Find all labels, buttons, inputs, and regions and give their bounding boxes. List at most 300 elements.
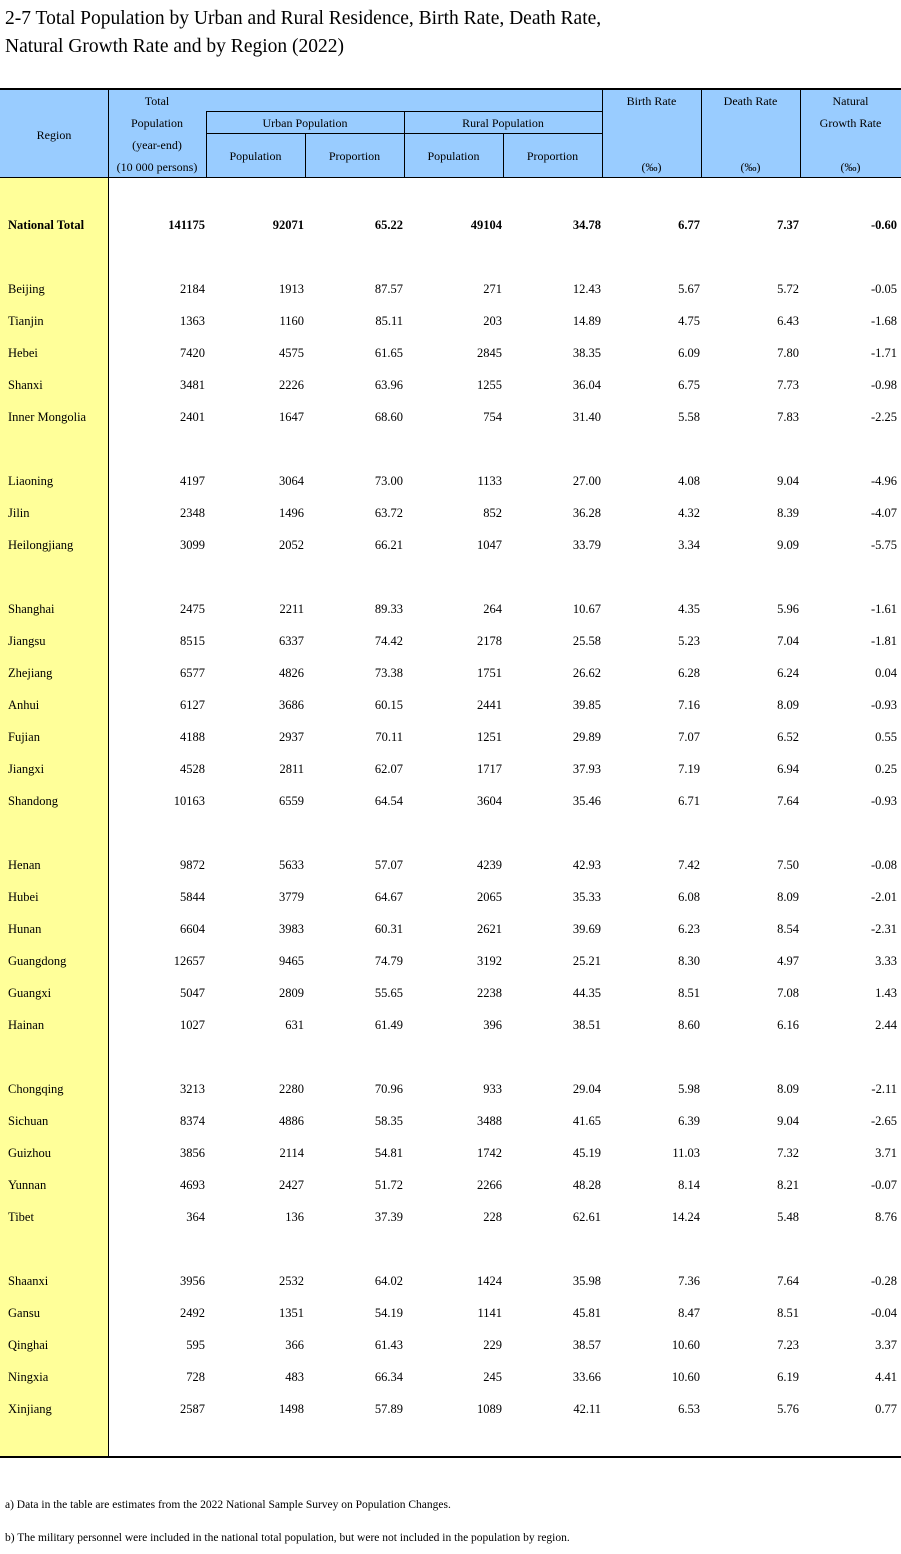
row-value: 7.64: [777, 794, 799, 808]
row-value: 73.00: [374, 474, 403, 488]
region-name: Shaanxi: [8, 1274, 49, 1288]
row-value: 3779: [279, 890, 304, 904]
row-value: 39.69: [572, 922, 601, 936]
row-value: 48.28: [572, 1178, 601, 1192]
row-value: 6604: [180, 922, 205, 936]
row-value: 6.28: [678, 666, 700, 680]
row-value: 366: [285, 1338, 304, 1352]
row-value: 55.65: [374, 986, 403, 1000]
row-value: 4528: [180, 762, 205, 776]
row-value: 1.43: [875, 986, 897, 1000]
table-row: [0, 855, 901, 875]
row-value: 34.78: [572, 218, 601, 232]
row-value: 7.08: [777, 986, 799, 1000]
row-value: 38.51: [572, 1018, 601, 1032]
row-value: 2178: [477, 634, 502, 648]
row-value: 3856: [180, 1146, 205, 1160]
table-row: [0, 1175, 901, 1195]
row-value: 60.15: [374, 698, 403, 712]
row-value: 42.11: [573, 1402, 601, 1416]
row-value: 6.16: [777, 1018, 799, 1032]
region-name: Gansu: [8, 1306, 40, 1320]
row-value: 9872: [180, 858, 205, 872]
row-value: 2401: [180, 410, 205, 424]
row-value: 3099: [180, 538, 205, 552]
row-value: 9465: [279, 954, 304, 968]
row-value: -2.01: [870, 890, 897, 904]
row-value: 41.65: [572, 1114, 601, 1128]
row-value: 60.31: [374, 922, 403, 936]
row-value: 2052: [279, 538, 304, 552]
row-value: 1141: [477, 1306, 502, 1320]
header-total-4: (10 000 persons): [116, 160, 198, 174]
row-value: 6.08: [678, 890, 700, 904]
row-value: 8.54: [777, 922, 799, 936]
region-name: Xinjiang: [8, 1402, 52, 1416]
row-value: 31.40: [572, 410, 601, 424]
region-name: Shanxi: [8, 378, 43, 392]
row-value: 2280: [279, 1082, 304, 1096]
row-value: -0.98: [870, 378, 897, 392]
row-value: 5.96: [777, 602, 799, 616]
row-value: 11.03: [672, 1146, 700, 1160]
table-row: [0, 1271, 901, 1291]
row-value: 1742: [477, 1146, 502, 1160]
row-value: 9.04: [777, 1114, 799, 1128]
row-value: 29.04: [572, 1082, 601, 1096]
table-row: [0, 1143, 901, 1163]
row-value: 92071: [272, 218, 304, 232]
row-value: 45.81: [572, 1306, 601, 1320]
table-row: [0, 759, 901, 779]
region-name: Zhejiang: [8, 666, 53, 680]
row-value: 39.85: [572, 698, 601, 712]
row-value: 9.09: [777, 538, 799, 552]
row-value: 4239: [477, 858, 502, 872]
region-name: Inner Mongolia: [8, 410, 87, 424]
region-name: Jilin: [8, 506, 30, 520]
row-value: 5844: [180, 890, 205, 904]
row-value: 3.34: [678, 538, 700, 552]
row-value: 1647: [279, 410, 304, 424]
row-value: 3604: [477, 794, 502, 808]
region-name: Heilongjiang: [8, 538, 74, 552]
row-value: 14.89: [572, 314, 601, 328]
table-row: [0, 919, 901, 939]
row-value: 57.89: [374, 1402, 403, 1416]
row-value: 54.81: [374, 1146, 403, 1160]
row-value: 6.94: [777, 762, 799, 776]
header-rural: Rural Population: [462, 116, 544, 130]
row-value: 2937: [279, 730, 304, 744]
region-name: Hubei: [8, 890, 39, 904]
row-value: 6.77: [678, 218, 700, 232]
row-value: -4.07: [870, 506, 897, 520]
table-row: [0, 663, 901, 683]
row-value: 61.43: [374, 1338, 403, 1352]
region-name: Qinghai: [8, 1338, 49, 1352]
table-row: [0, 1367, 901, 1387]
table-row: [0, 279, 901, 299]
row-value: 6577: [180, 666, 205, 680]
row-value: 8.60: [678, 1018, 700, 1032]
row-value: 7.04: [777, 634, 799, 648]
row-value: -4.96: [870, 474, 897, 488]
region-name: Anhui: [8, 698, 40, 712]
row-value: 8.47: [678, 1306, 700, 1320]
row-value: 8.51: [777, 1306, 799, 1320]
row-value: 37.39: [374, 1210, 403, 1224]
table-row: [0, 503, 901, 523]
row-value: 38.57: [572, 1338, 601, 1352]
row-value: 5.58: [678, 410, 700, 424]
row-value: 68.60: [374, 410, 403, 424]
row-value: 35.98: [572, 1274, 601, 1288]
row-value: 228: [483, 1210, 502, 1224]
table-row: [0, 1015, 901, 1035]
row-value: 6.71: [678, 794, 700, 808]
row-value: 2475: [180, 602, 205, 616]
row-value: 595: [186, 1338, 205, 1352]
table-row: [0, 1399, 901, 1419]
table-row: [0, 1335, 901, 1355]
region-column-background: [0, 178, 108, 1457]
title-line-2: Natural Growth Rate and by Region (2022): [5, 36, 345, 57]
row-value: 33.66: [572, 1370, 601, 1384]
table-row: [0, 535, 901, 555]
row-value: -2.25: [870, 410, 897, 424]
row-value: 62.07: [374, 762, 403, 776]
row-value: 1363: [180, 314, 205, 328]
row-value: 73.38: [374, 666, 403, 680]
row-value: 74.42: [374, 634, 403, 648]
row-value: -1.61: [870, 602, 897, 616]
region-name: Guangxi: [8, 986, 52, 1000]
row-value: 33.79: [572, 538, 601, 552]
row-value: 5047: [180, 986, 205, 1000]
row-value: 1255: [477, 378, 502, 392]
row-value: 36.04: [572, 378, 601, 392]
note-a: a) Data in the table are estimates from the 2022 National Sample Survey on Population Changes.: [5, 1499, 451, 1511]
row-value: 2065: [477, 890, 502, 904]
row-value: 6.23: [678, 922, 700, 936]
row-value: 1027: [180, 1018, 205, 1032]
table-row: [0, 599, 901, 619]
row-value: -2.11: [871, 1082, 897, 1096]
row-value: -1.68: [870, 314, 897, 328]
row-value: 3.71: [875, 1146, 897, 1160]
row-value: 7.64: [777, 1274, 799, 1288]
row-value: 6.53: [678, 1402, 700, 1416]
row-value: 3686: [279, 698, 304, 712]
table-row: [0, 1111, 901, 1131]
header-growth-unit: (‰): [840, 160, 861, 174]
row-value: 63.96: [374, 378, 403, 392]
row-value: 64.54: [374, 794, 403, 808]
region-name: National Total: [8, 218, 85, 232]
row-value: 5.76: [777, 1402, 799, 1416]
row-value: 4693: [180, 1178, 205, 1192]
row-value: 2492: [180, 1306, 205, 1320]
row-value: 12657: [173, 954, 205, 968]
region-name: Tibet: [8, 1210, 34, 1224]
row-value: 8.09: [777, 1082, 799, 1096]
row-value: 0.55: [875, 730, 897, 744]
row-value: 7420: [180, 346, 205, 360]
row-value: 4826: [279, 666, 304, 680]
row-value: 4.75: [678, 314, 700, 328]
row-value: 203: [483, 314, 502, 328]
row-value: 7.83: [777, 410, 799, 424]
row-value: 229: [483, 1338, 502, 1352]
row-value: 264: [483, 602, 502, 616]
region-name: Chongqing: [8, 1082, 64, 1096]
region-name: Henan: [8, 858, 41, 872]
row-value: 58.35: [374, 1114, 403, 1128]
row-value: 10.60: [671, 1338, 700, 1352]
row-value: 7.23: [777, 1338, 799, 1352]
row-value: 271: [483, 282, 502, 296]
header-rural-prop: Proportion: [526, 149, 579, 163]
row-value: 2211: [279, 602, 304, 616]
row-value: 7.37: [777, 218, 799, 232]
row-value: 66.34: [374, 1370, 403, 1384]
table-row: [0, 1303, 901, 1323]
row-value: 49104: [470, 218, 502, 232]
header-death-unit: (‰): [740, 160, 761, 174]
row-value: -0.04: [870, 1306, 897, 1320]
row-value: 4197: [180, 474, 205, 488]
row-value: 4.08: [678, 474, 700, 488]
row-value: 27.00: [572, 474, 601, 488]
row-value: 6559: [279, 794, 304, 808]
row-value: 3481: [180, 378, 205, 392]
row-value: 6.19: [777, 1370, 799, 1384]
table-row: [0, 407, 901, 427]
row-value: 7.50: [777, 858, 799, 872]
row-value: 4575: [279, 346, 304, 360]
header-rural-pop: Population: [427, 149, 480, 163]
row-value: 8.09: [777, 698, 799, 712]
row-value: 2238: [477, 986, 502, 1000]
page-title: [5, 5, 601, 61]
row-value: 62.61: [572, 1210, 601, 1224]
row-value: -1.71: [870, 346, 897, 360]
row-value: 1424: [477, 1274, 502, 1288]
row-value: 4.41: [875, 1370, 897, 1384]
row-value: 8.30: [678, 954, 700, 968]
row-value: 136: [285, 1210, 304, 1224]
row-value: 7.36: [678, 1274, 700, 1288]
row-value: 65.22: [374, 218, 403, 232]
row-value: 1751: [477, 666, 502, 680]
row-value: 754: [483, 410, 502, 424]
row-value: 8.14: [678, 1178, 700, 1192]
row-value: 2441: [477, 698, 502, 712]
row-value: 3192: [477, 954, 502, 968]
row-value: 74.79: [374, 954, 403, 968]
row-value: 51.72: [374, 1178, 403, 1192]
table-row: [0, 1207, 901, 1227]
row-value: 5.23: [678, 634, 700, 648]
row-value: 1089: [477, 1402, 502, 1416]
region-name: Shandong: [8, 794, 58, 808]
row-value: 8.76: [875, 1210, 897, 1224]
row-value: 1047: [477, 538, 502, 552]
row-value: 8.39: [777, 506, 799, 520]
row-value: 6.39: [678, 1114, 700, 1128]
region-name: Beijing: [8, 282, 45, 296]
row-value: 2587: [180, 1402, 205, 1416]
row-value: 2348: [180, 506, 205, 520]
region-name: Guangdong: [8, 954, 67, 968]
row-value: 6.43: [777, 314, 799, 328]
row-value: 36.28: [572, 506, 601, 520]
row-value: -0.28: [870, 1274, 897, 1288]
row-value: 63.72: [374, 506, 403, 520]
row-value: 66.21: [374, 538, 403, 552]
row-value: -0.93: [870, 794, 897, 808]
row-value: 3.37: [875, 1338, 897, 1352]
row-value: 61.49: [374, 1018, 403, 1032]
row-value: 2.44: [875, 1018, 897, 1032]
row-value: 9.04: [777, 474, 799, 488]
row-value: 8.51: [678, 986, 700, 1000]
row-value: 57.07: [374, 858, 403, 872]
row-value: 2809: [279, 986, 304, 1000]
header-total-1: Total: [144, 94, 170, 108]
table-row: [0, 1079, 901, 1099]
row-value: 2226: [279, 378, 304, 392]
region-name: Hainan: [8, 1018, 45, 1032]
row-value: 7.07: [678, 730, 700, 744]
region-name: Hunan: [8, 922, 42, 936]
row-value: 70.11: [375, 730, 403, 744]
header-urban-prop: Proportion: [328, 149, 381, 163]
row-value: 7.80: [777, 346, 799, 360]
row-value: 7.19: [678, 762, 700, 776]
region-name: Jiangxi: [8, 762, 45, 776]
row-value: 29.89: [572, 730, 601, 744]
row-value: -0.05: [870, 282, 897, 296]
row-value: -0.60: [870, 218, 897, 232]
row-value: 85.11: [375, 314, 403, 328]
row-value: 5.48: [777, 1210, 799, 1224]
row-value: 396: [483, 1018, 502, 1032]
row-value: 25.21: [572, 954, 601, 968]
title-line-1: 2-7 Total Population by Urban and Rural Residence, Birth Rate, Death Rate,: [5, 8, 602, 29]
row-value: 2845: [477, 346, 502, 360]
row-value: 4886: [279, 1114, 304, 1128]
row-value: 0.77: [875, 1402, 897, 1416]
row-value: 0.25: [875, 762, 897, 776]
row-value: 4188: [180, 730, 205, 744]
row-value: 245: [483, 1370, 502, 1384]
row-value: 54.19: [374, 1306, 403, 1320]
row-value: 4.35: [678, 602, 700, 616]
row-value: 6.09: [678, 346, 700, 360]
row-value: 44.35: [572, 986, 601, 1000]
row-value: 26.62: [572, 666, 601, 680]
table-row: [0, 695, 901, 715]
row-value: 89.33: [374, 602, 403, 616]
region-name: Yunnan: [8, 1178, 47, 1192]
row-value: 3064: [279, 474, 304, 488]
row-value: 2532: [279, 1274, 304, 1288]
header-death: Death Rate: [723, 94, 778, 108]
national-total-row: [0, 215, 901, 235]
row-value: 6337: [279, 634, 304, 648]
row-value: 7.73: [777, 378, 799, 392]
row-value: 5.72: [777, 282, 799, 296]
row-value: 5.98: [678, 1082, 700, 1096]
row-value: 25.58: [572, 634, 601, 648]
region-name: Jiangsu: [8, 634, 46, 648]
row-value: 1133: [477, 474, 502, 488]
row-value: 631: [285, 1018, 304, 1032]
row-value: -5.75: [870, 538, 897, 552]
table-row: [0, 375, 901, 395]
row-value: 6.52: [777, 730, 799, 744]
region-name: Hebei: [8, 346, 38, 360]
row-value: 2811: [279, 762, 304, 776]
row-value: 12.43: [572, 282, 601, 296]
header-region: Region: [36, 128, 72, 142]
row-value: 8374: [180, 1114, 205, 1128]
row-value: 10.67: [572, 602, 601, 616]
header-birth: Birth Rate: [626, 94, 677, 108]
row-value: 1496: [279, 506, 304, 520]
row-value: 2621: [477, 922, 502, 936]
header-birth-unit: (‰): [641, 160, 662, 174]
row-value: 70.96: [374, 1082, 403, 1096]
table-row: [0, 343, 901, 363]
table-row: [0, 631, 901, 651]
row-value: 933: [483, 1082, 502, 1096]
row-value: 3983: [279, 922, 304, 936]
header-urban: Urban Population: [262, 116, 348, 130]
row-value: 852: [483, 506, 502, 520]
row-value: -0.08: [870, 858, 897, 872]
table-row: [0, 791, 901, 811]
row-value: 1251: [477, 730, 502, 744]
row-value: 1351: [279, 1306, 304, 1320]
row-value: 4.97: [777, 954, 799, 968]
row-value: 10163: [173, 794, 205, 808]
row-value: 3488: [477, 1114, 502, 1128]
row-value: 7.42: [678, 858, 700, 872]
row-value: 14.24: [671, 1210, 700, 1224]
row-value: 6.24: [777, 666, 799, 680]
row-value: 7.32: [777, 1146, 799, 1160]
note-b: b) The military personnel were included in the national total population, but were not included in the population by region.: [5, 1532, 570, 1544]
row-value: 1160: [279, 314, 304, 328]
row-value: -0.93: [870, 698, 897, 712]
header-urban-pop: Population: [229, 149, 282, 163]
table-row: [0, 727, 901, 747]
row-value: 1498: [279, 1402, 304, 1416]
row-value: 5.67: [678, 282, 700, 296]
region-name: Guizhou: [8, 1146, 52, 1160]
row-value: 364: [186, 1210, 205, 1224]
row-value: -2.31: [870, 922, 897, 936]
row-value: 8.21: [777, 1178, 799, 1192]
region-name: Liaoning: [8, 474, 54, 488]
row-value: 0.04: [875, 666, 897, 680]
row-value: 3.33: [875, 954, 897, 968]
region-name: Ningxia: [8, 1370, 49, 1384]
row-value: 141175: [168, 218, 205, 232]
